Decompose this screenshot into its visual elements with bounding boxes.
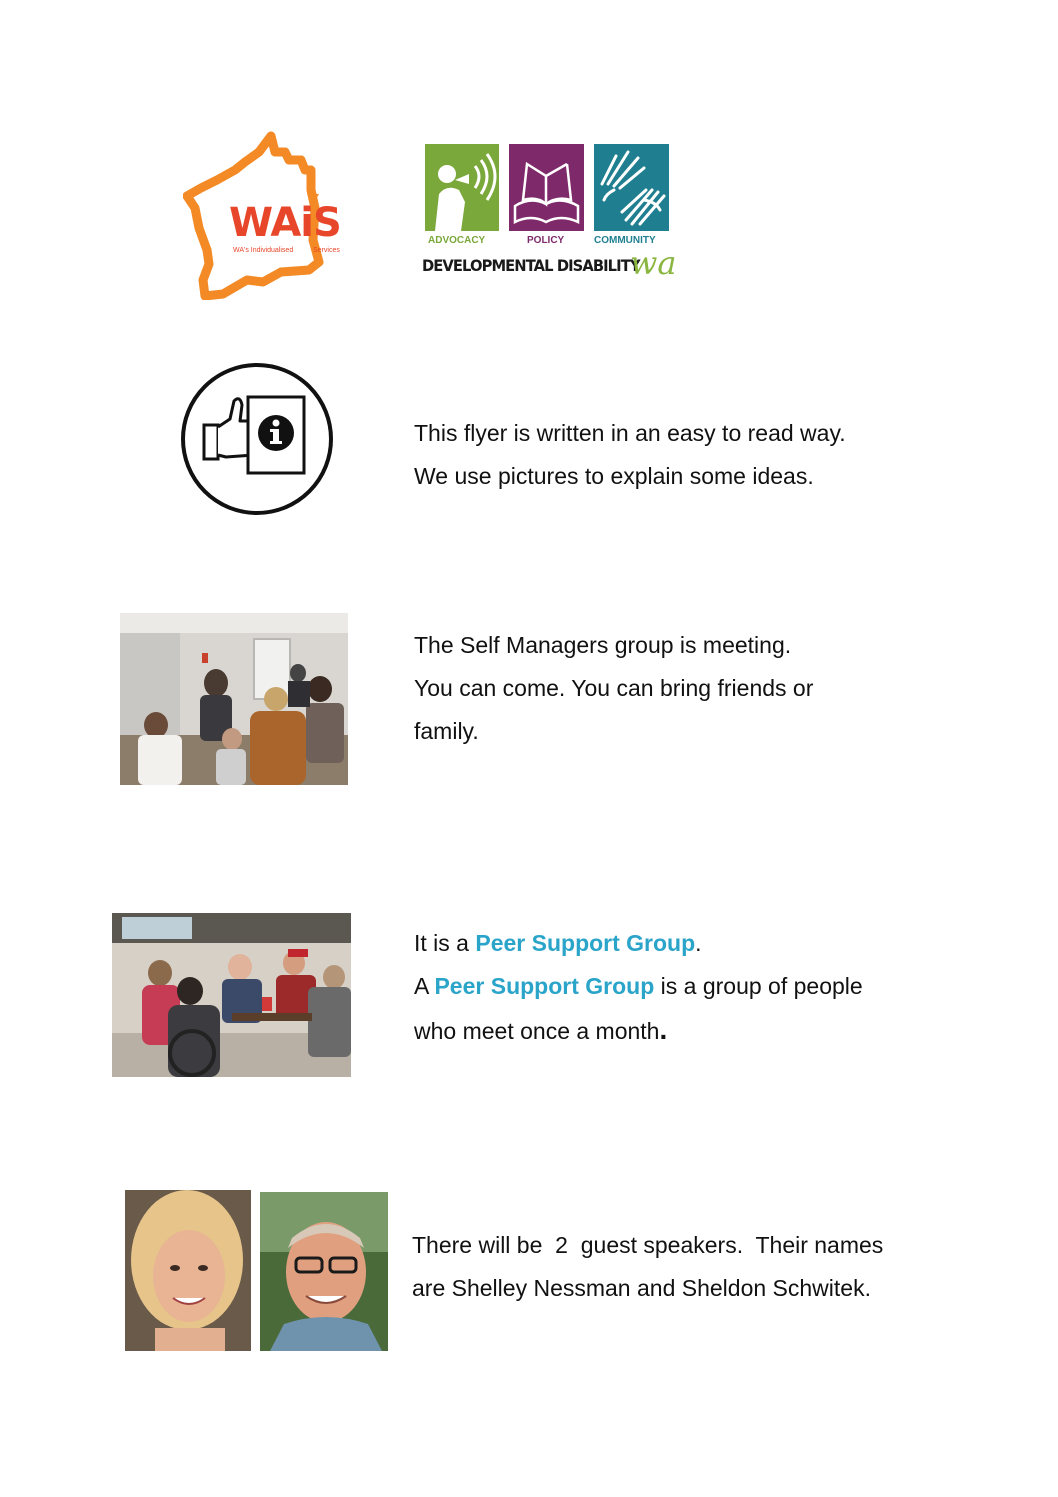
meeting-line-3: family. [414,718,479,744]
peer-support-group-highlight-1: Peer Support Group [475,930,696,956]
ddwa-logo [422,144,682,280]
meeting-line-1: The Self Managers group is meeting. [414,632,792,658]
policy-label: POLICY [527,235,565,246]
peer-support-photo [112,913,351,1077]
easy-read-icon [178,361,336,517]
wais-tagline-left: WA's Individualised [233,247,294,254]
community-label: COMMUNITY [594,235,656,246]
peer-line-2-end: is a group of people [654,973,863,999]
community-hands-icon [594,144,669,231]
intro-line-2: We use pictures to explain some ideas. [414,463,814,489]
speakers-line-1: There will be 2 guest speakers. Their names [412,1232,884,1258]
peer-line-2 [414,965,974,1008]
ddwa-script-wa: wa [630,244,677,282]
intro-line-1: This flyer is written in an easy to read way. [414,420,846,446]
peer-line-1-start: It is a [414,930,476,956]
speakers-line-2: are Shelley Nessman and Sheldon Schwitek. [412,1275,871,1301]
wais-tagline-right: Services [313,247,340,254]
meeting-text [414,624,974,753]
advocacy-icon [425,144,499,231]
ddwa-wordmark: DEVELOPMENTAL DISABILITY [422,256,640,275]
wais-wordmark: WAiS [229,200,341,246]
peer-text [414,922,974,1053]
peer-support-group-highlight-2: Peer Support Group [434,973,655,999]
speakers-text [412,1224,1012,1310]
meeting-line-2: You can come. You can bring friends or [414,675,814,701]
peer-line-1 [414,922,974,965]
peer-line-1-end: . [695,930,702,956]
speaker-photo-sheldon [260,1192,388,1351]
wais-logo [183,130,348,300]
peer-line-2-start: A [414,973,435,999]
peer-line-3-end: . [659,1014,668,1045]
peer-line-3-start: who meet once a month [414,1018,660,1044]
policy-book-icon [509,144,584,231]
peer-line-3 [414,1008,974,1053]
intro-text [414,412,974,498]
advocacy-label: ADVOCACY [428,235,486,246]
group-meeting-photo [120,613,348,785]
speaker-photo-shelley [125,1190,251,1351]
